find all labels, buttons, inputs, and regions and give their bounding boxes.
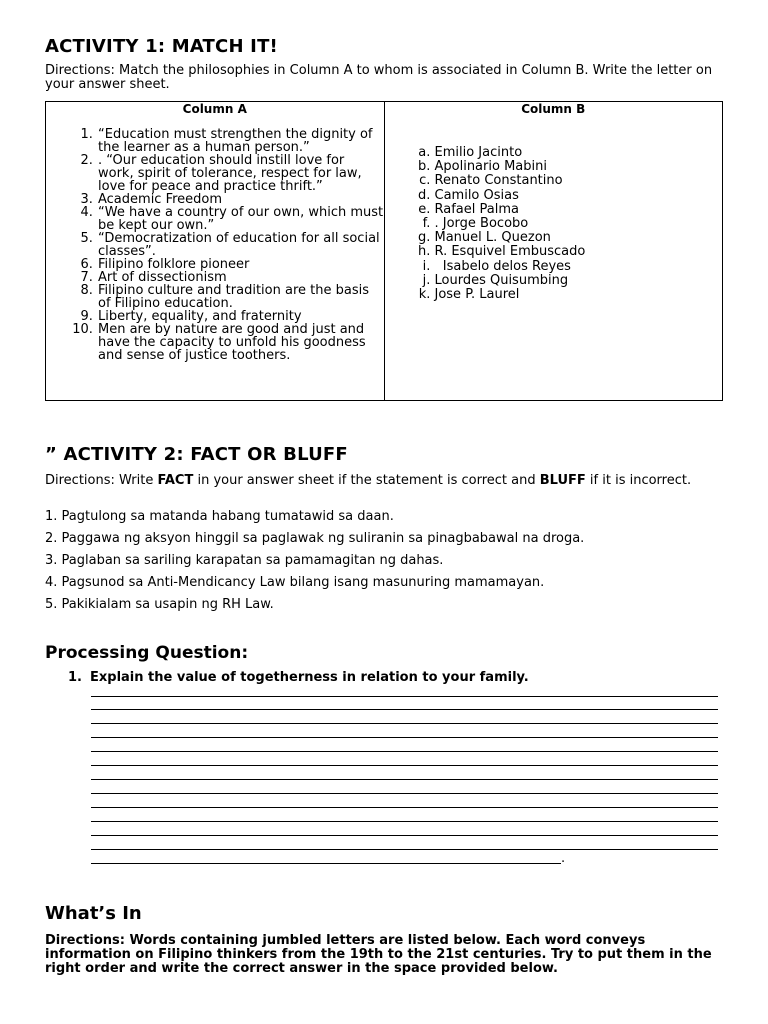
fact-bluff-item: 1. Pagtulong sa matanda habang tumatawid sa daan. <box>45 509 394 524</box>
answer-line[interactable] <box>91 751 718 752</box>
answer-line[interactable] <box>91 779 718 780</box>
column-a-item: 9. Liberty, equality, and fraternity <box>97 310 384 323</box>
fact-bluff-item: 3. Paglaban sa sariling karapatan sa pamamagitan ng dahas. <box>45 553 444 568</box>
column-b-item: a. Emilio Jacinto <box>435 146 723 160</box>
directions-text: Directions: Write <box>45 473 158 488</box>
column-a-item: 6. Filipino folklore pioneer <box>97 258 384 271</box>
column-b-item: i. Isabelo delos Reyes <box>435 260 723 274</box>
whats-in-title: What’s In <box>45 903 142 924</box>
whats-in-directions: Directions: Words containing jumbled letters are listed below. Each word conveys information on Filipino thinkers from the 19th to the 21st centuries. Try to put them in the right order and write the correct answer in the space provided below. <box>45 933 712 976</box>
column-a-item: 3. Academic Freedom <box>97 193 384 206</box>
answer-line[interactable] <box>91 849 718 850</box>
fact-bluff-item: 4. Pagsunod sa Anti-Mendicancy Law bilang isang masunuring mamamayan. <box>45 575 545 590</box>
answer-line[interactable] <box>91 835 718 836</box>
column-a-item: 2. . “Our education should instill love for work, spirit of tolerance, respect for law, love for peace and practice thrift.” <box>97 154 384 193</box>
column-a-item: 7. Art of dissectionism <box>97 271 384 284</box>
column-a-item: 10. Men are by nature are good and just and have the capacity to unfold his goodness and sense of justice toothers. <box>97 323 384 362</box>
column-b-item: d. Camilo Osias <box>435 189 723 203</box>
processing-question <box>68 670 529 685</box>
column-a-list <box>46 128 384 362</box>
bluff-keyword: BLUFF <box>539 473 586 488</box>
column-a-header: Column A <box>182 102 247 116</box>
answer-line[interactable] <box>91 765 718 766</box>
column-a-item: 5. “Democratization of education for all social classes”. <box>97 232 384 258</box>
activity1-directions: Directions: Match the philosophies in Column A to whom is associated in Column B. Write the letter on your answer sheet. <box>45 63 713 92</box>
column-b-item: j. Lourdes Quisumbing <box>435 274 723 288</box>
column-b-item: k. Jose P. Laurel <box>435 288 723 302</box>
fact-keyword: FACT <box>157 473 194 488</box>
answer-line[interactable] <box>91 863 561 864</box>
answer-line[interactable] <box>91 709 718 710</box>
question-text: Explain the value of togetherness in relation to your family. <box>90 670 529 685</box>
column-b-cell <box>384 102 723 401</box>
activity1-title: ACTIVITY 1: MATCH IT! <box>45 36 278 57</box>
answer-line[interactable] <box>91 807 718 808</box>
directions-text: if it is incorrect. <box>585 473 692 488</box>
processing-question-title: Processing Question: <box>45 643 249 663</box>
fact-bluff-item: 2. Paggawa ng aksyon hinggil sa paglawak ng suliranin sa pinagbabawal na droga. <box>45 531 585 546</box>
activity2-directions <box>45 474 723 488</box>
column-b-item: h. R. Esquivel Embuscado <box>435 245 723 259</box>
column-b-item: g. Manuel L. Quezon <box>435 231 723 245</box>
answer-line-period: . <box>561 851 566 866</box>
column-b-list <box>385 146 723 302</box>
answer-line[interactable] <box>91 821 718 822</box>
column-b-header: Column B <box>521 102 586 116</box>
activity2-title: ” ACTIVITY 2: FACT OR BLUFF <box>45 444 348 465</box>
answer-line[interactable] <box>91 723 718 724</box>
column-b-item: b. Apolinario Mabini <box>435 160 723 174</box>
column-a-item: 4. “We have a country of our own, which must be kept our own.” <box>97 206 384 232</box>
answer-line[interactable] <box>91 793 718 794</box>
column-b-item: c. Renato Constantino <box>435 174 723 188</box>
column-a-item: 8. Filipino culture and tradition are the basis of Filipino education. <box>97 284 384 310</box>
column-b-item: e. Rafael Palma <box>435 203 723 217</box>
column-a-item: 1. “Education must strengthen the dignity of the learner as a human person.” <box>97 128 384 154</box>
matching-table <box>45 101 723 401</box>
answer-line[interactable] <box>91 696 718 697</box>
answer-line[interactable] <box>91 737 718 738</box>
question-number: 1. <box>68 670 82 685</box>
fact-bluff-item: 5. Pakikialam sa usapin ng RH Law. <box>45 597 274 612</box>
directions-text: in your answer sheet if the statement is correct and <box>193 473 540 488</box>
column-b-item: f. . Jorge Bocobo <box>435 217 723 231</box>
column-a-cell <box>46 102 385 401</box>
